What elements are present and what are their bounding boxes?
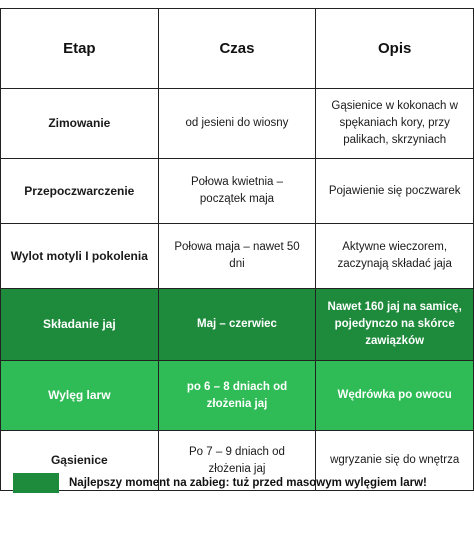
stage-cell: Przepoczwarczenie	[1, 159, 159, 224]
table-row-highlighted	[1, 361, 474, 431]
header-row	[1, 9, 474, 89]
header-time: Czas	[158, 9, 316, 89]
time-cell: Maj – czerwiec	[158, 289, 316, 361]
lifecycle-table	[0, 8, 474, 491]
table-row	[1, 224, 474, 289]
description-cell: Nawet 160 jaj na samicę, pojedynczo na skórce zawiązków	[316, 289, 474, 361]
stage-cell: Składanie jaj	[1, 289, 159, 361]
stage-cell: Gąsienice	[1, 431, 159, 491]
time-cell: Po 7 – 9 dniach od złożenia jaj	[158, 431, 316, 491]
time-cell: od jesieni do wiosny	[158, 89, 316, 159]
legend-swatch	[13, 473, 59, 493]
table-row-highlighted	[1, 289, 474, 361]
time-cell: Połowa kwietnia – początek maja	[158, 159, 316, 224]
header-stage: Etap	[1, 9, 159, 89]
table-row	[1, 159, 474, 224]
legend	[13, 473, 427, 493]
stage-cell: Wylot motyli I pokolenia	[1, 224, 159, 289]
description-cell: Gąsienice w kokonach w spękaniach kory, przy palikach, skrzyniach	[316, 89, 474, 159]
description-cell: Wędrówka po owocu	[316, 361, 474, 431]
stage-cell: Zimowanie	[1, 89, 159, 159]
time-cell: po 6 – 8 dniach od złożenia jaj	[158, 361, 316, 431]
time-cell: Połowa maja – nawet 50 dni	[158, 224, 316, 289]
header-description: Opis	[316, 9, 474, 89]
table-row	[1, 89, 474, 159]
stage-cell: Wylęg larw	[1, 361, 159, 431]
description-cell: wgryzanie się do wnętrza	[316, 431, 474, 491]
description-cell: Pojawienie się poczwarek	[316, 159, 474, 224]
description-cell: Aktywne wieczorem, zaczynają składać jaja	[316, 224, 474, 289]
legend-text: Najlepszy moment na zabieg: tuż przed masowym wylęgiem larw!	[69, 477, 427, 489]
